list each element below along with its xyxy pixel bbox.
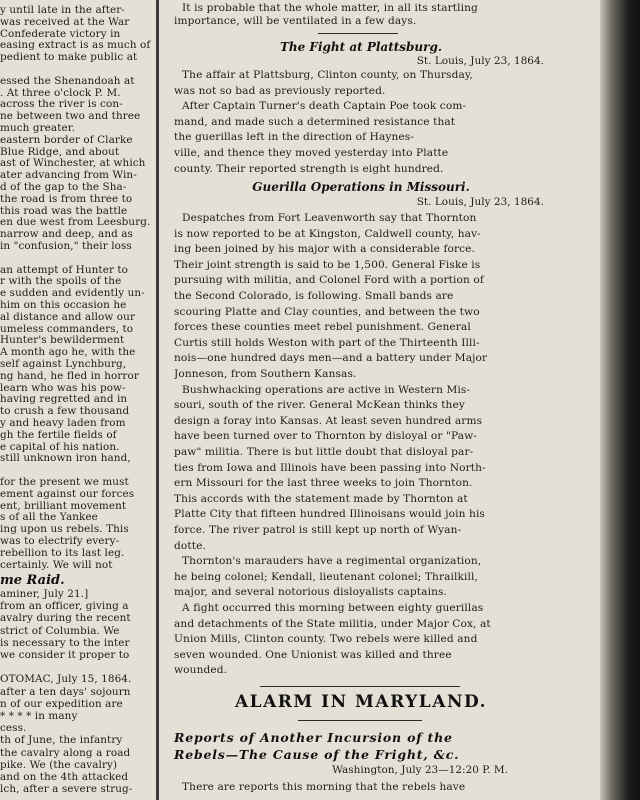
- text-line: nois—one hundred days men—and a battery under Major: [174, 352, 488, 365]
- text-line: we consider it proper to: [0, 649, 130, 661]
- text-line: Thornton's marauders have a regimental organization,: [182, 555, 482, 568]
- text-line: Hunter's bewilderment: [0, 334, 125, 347]
- text-line: from an officer, giving a: [0, 600, 129, 613]
- section-rule-top: [260, 686, 460, 687]
- text-line: Confederate victory in: [0, 27, 121, 40]
- text-line: al distance and allow our: [0, 310, 136, 323]
- dateline-guerilla: St. Louis, July 23, 1864.: [416, 196, 544, 208]
- text-line: forces these counties meet rebel punishment. General: [174, 321, 471, 334]
- text-line: pedient to make public at: [0, 51, 138, 64]
- text-line: strict of Columbia. We: [0, 624, 120, 637]
- text-line: r with the spoils of the: [0, 275, 122, 288]
- text-line: [0, 661, 152, 674]
- text-line: the guerillas left in the direction of Haynes-: [174, 131, 415, 144]
- left-column: [0, 0, 152, 800]
- text-line: y until late in the after-: [0, 4, 125, 16]
- subhead-line-2: Rebels—The Cause of the Fright, &c.: [174, 747, 460, 762]
- text-line: * * * * in many: [0, 710, 78, 722]
- text-line: certainly. We will not: [0, 558, 113, 571]
- text-line: learn who was his pow-: [0, 381, 126, 394]
- text-line: after a ten days' sojourn: [0, 685, 131, 698]
- dateline-maryland: Washington, July 23—12:20 P. M.: [332, 764, 508, 776]
- text-line: Blue Ridge, and about: [0, 145, 120, 158]
- text-line: gh the fertile fields of: [0, 428, 117, 441]
- text-line: ern Missouri for the last three weeks to join Thornton.: [174, 477, 473, 490]
- text-line: narrow and deep, and as: [0, 228, 133, 241]
- text-line: having regretted and in: [0, 393, 128, 406]
- text-line: ing been joined by his major with a considerable force.: [174, 243, 475, 256]
- text-line: easing extract is as much of: [0, 39, 151, 52]
- text-line: major, and several notorious disloyalists captains.: [174, 586, 447, 599]
- text-line: Despatches from Fort Leavenworth say that Thornton: [182, 212, 477, 224]
- text-line: e sudden and evidently un-: [0, 287, 145, 300]
- text-line: It is probable that the whole matter, in all its startling: [182, 2, 478, 14]
- text-line: . At three o'clock P. M.: [0, 86, 121, 99]
- text-line: force. The river patrol is still kept up north of Wyan-: [174, 524, 462, 536]
- text-line: souri, south of the river. General McKean thinks they: [174, 399, 465, 412]
- dateline-plattsburg: St. Louis, July 23, 1864.: [416, 55, 544, 67]
- text-line: the Second Colorado, is following. Small bands are: [174, 290, 454, 302]
- text-line: wounded.: [174, 664, 228, 677]
- text-line: is now reported to be at Kingston, Caldwell county, hav-: [174, 227, 481, 240]
- text-line: ne between two and three: [0, 110, 141, 123]
- text-line: dotte.: [174, 539, 206, 552]
- text-line: th of June, the infantry: [0, 734, 123, 747]
- text-line: the cavalry along a road: [0, 746, 131, 759]
- text-line: paw" militia. There is but little doubt that disloyal par-: [174, 446, 474, 458]
- text-line: and on the 4th attacked: [0, 771, 129, 783]
- text-line: is necessary to the inter: [0, 636, 130, 649]
- text-line: pursuing with militia, and Colonel Ford with a portion of: [174, 274, 484, 287]
- text-line: ties from Iowa and Illinois have been passing into North-: [174, 461, 486, 474]
- text-line: ing upon us rebels. This: [0, 523, 129, 536]
- text-line: pike. We (the cavalry): [0, 758, 118, 771]
- text-line: y and heavy laden from: [0, 417, 126, 429]
- text-line: Platte City that fifteen hundred Illinoisans would join his: [174, 508, 485, 521]
- text-line: design a foray into Kansas. At least seven hundred arms: [174, 414, 483, 427]
- text-line: ater advancing from Win-: [0, 169, 137, 182]
- text-line: d of the gap to the Sha-: [0, 181, 127, 193]
- section-rule-bottom: [298, 720, 422, 721]
- article-heading-guerilla: Guerilla Operations in Missouri.: [252, 180, 470, 194]
- text-line: There are reports this morning that the rebels have: [182, 781, 466, 793]
- text-line: A month ago he, with the: [0, 346, 136, 359]
- text-line: OTOMAC, July 15, 1864.: [0, 673, 132, 686]
- text-line: much greater.: [0, 122, 76, 134]
- text-line: avalry during the recent: [0, 612, 131, 625]
- text-line: county. Their reported strength is eight hundred.: [174, 162, 444, 175]
- subhead-line-1: Reports of Another Incursion of the: [174, 730, 453, 745]
- text-line: ast of Winchester, at which: [0, 157, 146, 170]
- text-line: scouring Platte and Clay counties, and between the two: [174, 305, 480, 318]
- text-line: in "confusion," their loss: [0, 240, 132, 252]
- text-line: the road is from three to: [0, 192, 133, 205]
- article-heading-plattsburg: The Fight at Plattsburg.: [279, 40, 443, 54]
- section-rule: [318, 33, 398, 34]
- text-line: ent, brilliant movement: [0, 499, 127, 512]
- text-line: Union Mills, Clinton county. Two rebels were killed and: [174, 633, 478, 646]
- text-line: aminer, July 21.]: [0, 588, 89, 600]
- text-line: s of all the Yankee: [0, 511, 98, 524]
- text-line: seven wounded. One Unionist was killed and three: [174, 648, 452, 661]
- text-line: The affair at Plattsburg, Clinton county, on Thursday,: [182, 69, 474, 81]
- text-line: have been turned over to Thornton by disloyal or "Paw-: [174, 430, 477, 443]
- text-line: was not so bad as previously reported.: [174, 84, 386, 97]
- text-line: This accords with the statement made by Thornton at: [174, 492, 468, 505]
- text-line: After Captain Turner's death Captain Poe took com-: [182, 100, 467, 113]
- text-line: importance, will be ventilated in a few days.: [174, 15, 417, 28]
- text-line: n of our expedition are: [0, 697, 123, 710]
- text-line: was received at the War: [0, 15, 130, 28]
- text-line: eastern border of Clarke: [0, 133, 133, 146]
- text-line: he being colonel; Kendall, lieutenant colonel; Thrailkill,: [174, 570, 478, 583]
- text-line: lch, after a severe strug-: [0, 783, 133, 796]
- text-line: A fight occurred this morning between eighty guerillas: [182, 602, 484, 614]
- text-line: ng hand, he fled in horror: [0, 369, 139, 382]
- text-line: e capital of his nation.: [0, 440, 120, 453]
- text-line: en due west from Leesburg.: [0, 216, 151, 229]
- text-line: across the river is con-: [0, 98, 123, 111]
- text-line: rebellion to its last leg.: [0, 546, 125, 559]
- column-rule: [156, 0, 159, 800]
- text-line: and detachments of the State militia, under Major Cox, at: [174, 617, 491, 630]
- text-line: Their joint strength is said to be 1,500. General Fiske is: [174, 258, 481, 271]
- text-line: self against Lynchburg,: [0, 358, 127, 370]
- text-line: still unknown iron hand,: [0, 452, 131, 465]
- text-line: this road was the battle: [0, 204, 128, 217]
- text-line: ville, and thence they moved yesterday into Platte: [174, 147, 449, 159]
- text-line: to crush a few thousand: [0, 405, 130, 418]
- text-line: him on this occasion he: [0, 299, 127, 311]
- text-line: Jonneson, from Southern Kansas.: [174, 368, 357, 380]
- text-line: umeless commanders, to: [0, 322, 134, 335]
- right-column: [168, 0, 554, 800]
- raid-heading: me Raid.: [0, 573, 65, 588]
- text-line: cess.: [0, 722, 27, 735]
- text-line: mand, and made such a determined resistance that: [174, 115, 456, 128]
- text-line: ement against our forces: [0, 487, 135, 500]
- text-line: essed the Shenandoah at: [0, 74, 135, 87]
- text-line: for the present we must: [0, 476, 129, 488]
- page-edge-shadow: [600, 0, 640, 800]
- text-line: Bushwhacking operations are active in Western Mis-: [182, 383, 471, 396]
- text-line: an attempt of Hunter to: [0, 263, 129, 276]
- article-heading-maryland: ALARM IN MARYLAND.: [234, 692, 488, 712]
- text-line: was to electrify every-: [0, 535, 120, 547]
- text-line: Curtis still holds Weston with part of the Thirteenth Illi-: [174, 336, 480, 349]
